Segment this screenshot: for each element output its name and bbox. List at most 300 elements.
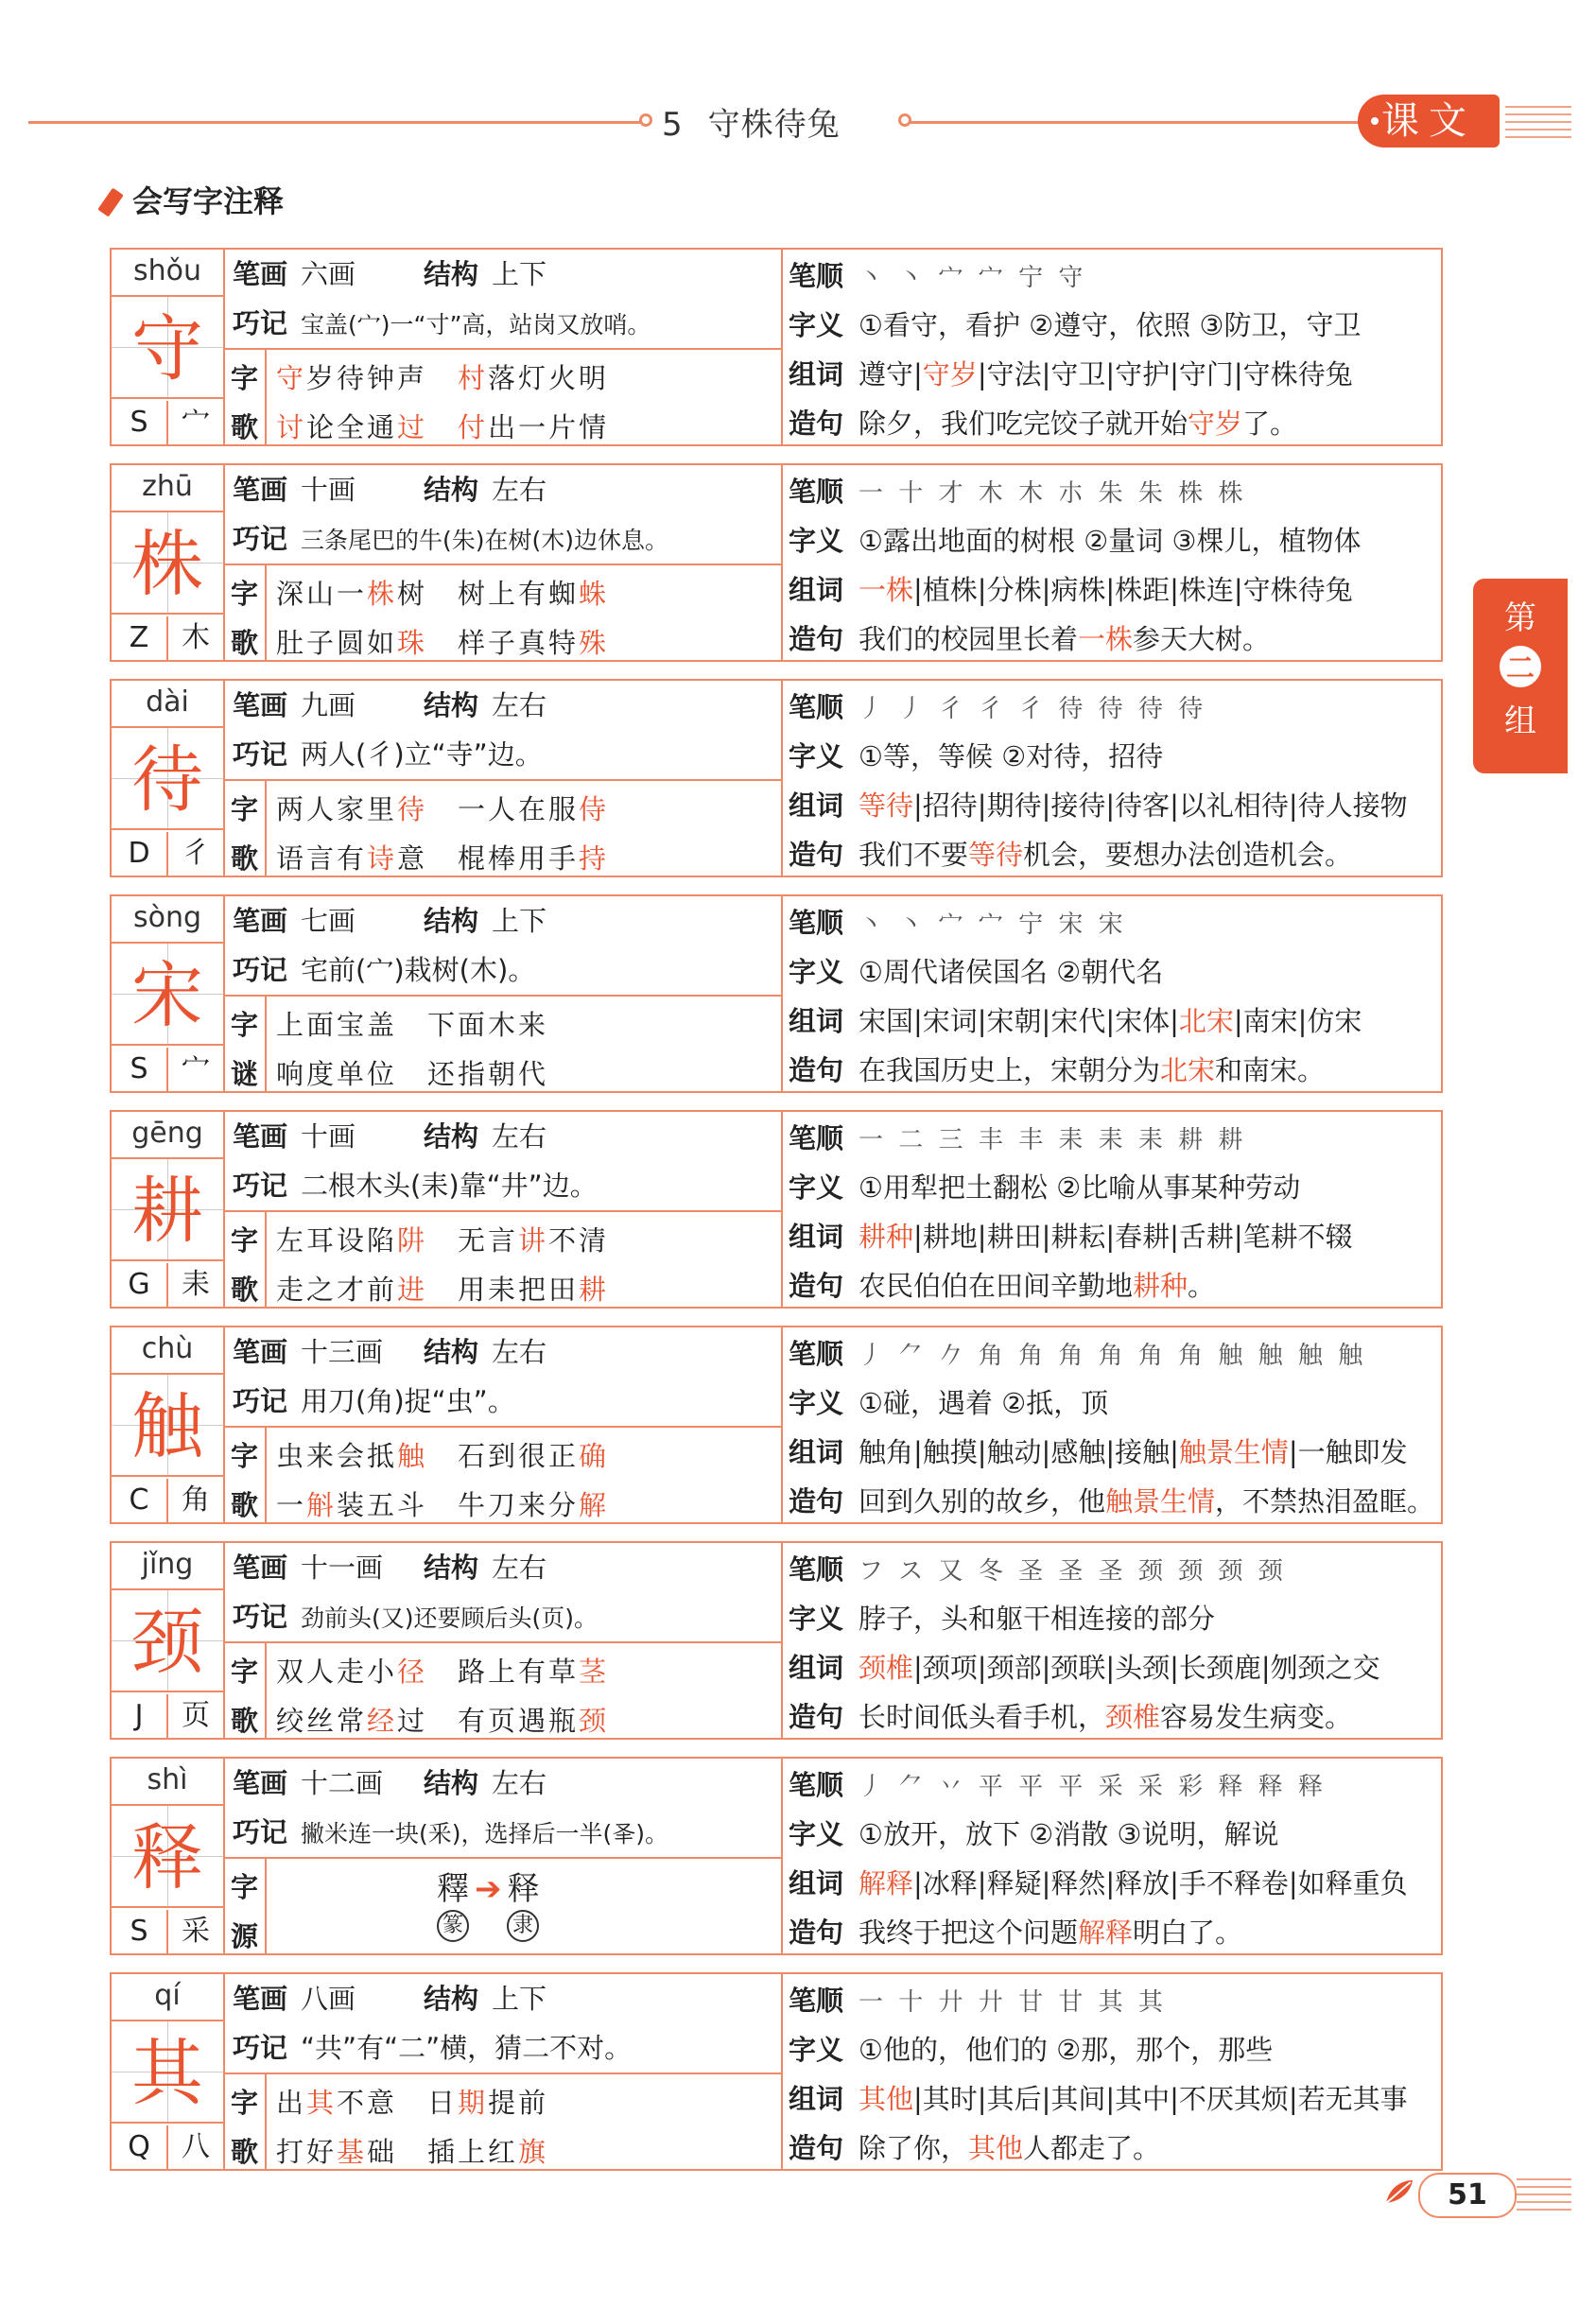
song-text: 径 [397,1656,428,1688]
label-type-b: 歌 [231,842,259,875]
song-text: 样子真特 [427,627,580,659]
index-letter: Z [112,616,168,660]
sentence-text: 我们不要 [859,839,969,871]
stroke-structure-row [223,1759,546,1808]
arrow-right-icon: ➔ [475,1870,502,1908]
song-text: 旗 [518,2136,549,2168]
label-type-a: 字 [231,793,259,825]
stroke-order-row [781,467,1441,516]
label-mnemonic: 巧记 [233,1816,288,1848]
stroke-count: 七画 [301,905,356,937]
label-type-b: 源 [231,1920,259,1952]
song-text: 经 [367,1705,398,1737]
header-dot-right [898,113,911,127]
song-text: 双人走小 [276,1656,398,1688]
song-text: 守 [276,362,307,394]
song-line-1 [276,789,609,827]
sentence-text: 我终于把这个问题 [859,1916,1079,1949]
pinyin: sòng [132,901,202,934]
label-structure: 结构 [424,474,479,506]
word-text: 等待 [859,789,914,822]
label-word-list: 组词 [789,574,844,606]
radical: 耒 [182,1268,210,1301]
song-text: 持 [579,842,610,875]
song-line-2 [276,1484,609,1523]
char-middle [223,681,783,876]
char-card [110,894,1443,1093]
song-text: 不意 日 [337,2087,459,2119]
song-labels [223,2073,267,2169]
song-text: 诗 [367,842,398,875]
mnemonic-row [223,1592,598,1641]
song-text: 岁待钟声 [306,362,428,394]
label-structure: 结构 [424,1552,479,1584]
label-stroke-order: 笔顺 [789,691,844,723]
origin-old-label: 篆 [437,1910,469,1942]
label-mnemonic: 巧记 [233,523,288,555]
radical: 角 [182,1483,210,1517]
header-dot-left [639,113,652,127]
radical: 彳 [182,837,210,870]
label-strokes: 笔画 [233,474,288,506]
mnemonic-row [223,1377,515,1426]
lesson-type-tag: 课文 [1358,95,1500,147]
origin-old: 釋 [437,1870,469,1908]
index-letter: J [112,1694,168,1738]
label-example-sentence: 造句 [789,1916,844,1949]
char-middle [223,1543,783,1738]
label-type-b: 歌 [231,627,259,659]
song-line-2 [276,407,609,445]
song-line-2 [276,1269,609,1308]
structure: 左右 [492,1120,547,1153]
pinyin: gēng [131,1117,203,1150]
stroke-count: 六画 [301,258,356,290]
song-text: 茎 [579,1656,610,1688]
song-text: 用耒把田 [427,1274,580,1306]
label-type-a: 字 [231,1009,259,1041]
char-card [110,1110,1443,1309]
char-card [110,679,1443,877]
song-text: 斛 [306,1489,338,1521]
radical: 页 [182,1699,210,1732]
label-strokes: 笔画 [233,689,288,721]
big-character: 宋 [112,942,223,1046]
song-line-1 [276,1220,609,1258]
label-structure: 结构 [424,905,479,937]
song-divider [223,348,781,350]
song-text: 出一片情 [488,411,610,443]
mnemonic: 宝盖(宀)一“寸”高，站岗又放哨。 [301,311,651,338]
song-text: 虫来会抵 [276,1440,398,1472]
song-text: 上面宝盖 下面木来 [276,1009,549,1041]
meaning: ①露出地面的树根 ②量词 ③棵儿，植物体 [859,525,1362,557]
char-details [781,1543,1441,1738]
stroke-order-row [781,683,1441,732]
char-middle [223,1759,783,1953]
pencil-icon [97,188,124,217]
char-middle [223,896,783,1091]
big-character: 待 [112,726,223,830]
char-middle [223,1327,783,1522]
word-text: 耕种 [859,1221,914,1253]
section-title [104,178,284,221]
song-text: 肚子圆如 [276,627,398,659]
structure: 左右 [492,1336,547,1368]
song-text: 出 [276,2087,307,2119]
structure: 上下 [492,1983,547,2015]
label-example-sentence: 造句 [789,623,844,655]
stroke-structure-row [223,250,546,299]
char-details [781,250,1441,444]
song-text: 装五斗 牛刀来分 [337,1489,580,1521]
char-info [112,1974,225,2169]
word-text: 其他 [859,2083,914,2115]
song-labels [223,564,267,660]
sentence-text: 触景生情 [1105,1485,1216,1518]
stroke-order: 丶 丶 宀 宀 宁 守 [859,264,1087,292]
label-example-sentence: 造句 [789,1054,844,1086]
label-mnemonic: 巧记 [233,1385,288,1417]
meaning-row [781,1594,1441,1643]
char-middle [223,1112,783,1307]
side-tab-number: 二 [1500,646,1541,687]
label-example-sentence: 造句 [789,839,844,871]
word-list-row [781,1428,1441,1477]
song-text: 左耳设陷 [276,1224,398,1257]
header-rule-left [28,121,643,124]
char-info [112,1112,225,1307]
section-title-text: 会写字注释 [132,183,285,219]
song-labels [223,348,267,444]
song-text: 其 [306,2087,338,2119]
song-text: 不清 [548,1224,610,1257]
label-mnemonic: 巧记 [233,2032,288,2064]
big-character: 其 [112,2020,223,2124]
char-info [112,1543,225,1738]
mnemonic-row [223,2023,632,2073]
song-text: 待 [397,793,428,825]
song-divider [223,1641,781,1643]
side-tab-top: 第 [1504,599,1536,637]
song-text: 讲 [518,1224,549,1257]
meaning-row [781,1810,1441,1859]
header-stripes [1505,106,1571,144]
sentence-text: 除夕，我们吃完饺子就开始 [859,408,1188,440]
pinyin: shǒu [132,254,201,287]
stroke-order-row [781,1976,1441,2025]
char-card [110,248,1443,446]
meaning-row [781,1163,1441,1212]
char-details [781,896,1441,1091]
lesson-title [662,98,841,145]
song-text: 株 [367,578,398,610]
stroke-order-row [781,1329,1441,1379]
origin-new: 释 [507,1870,540,1908]
pinyin: qí [154,1979,181,2012]
big-character: 触 [112,1373,223,1477]
char-details [781,1759,1441,1953]
sentence-text: 解释 [1078,1916,1134,1949]
char-middle [223,1974,783,2169]
origin-new-label: 隶 [507,1910,539,1942]
song-line-2 [276,622,609,661]
label-type-b: 歌 [231,2136,259,2168]
sentence-text: 参天大树。 [1133,623,1271,655]
meaning: 脖子，头和躯干相连接的部分 [859,1603,1216,1635]
song-labels [223,1857,267,1953]
label-strokes: 笔画 [233,905,288,937]
label-word-list: 组词 [789,1005,844,1037]
stroke-count: 九画 [301,689,356,721]
song-labels [223,1426,267,1522]
stroke-order-row [781,1545,1441,1594]
word-text: 颈椎 [859,1652,914,1684]
structure: 左右 [492,689,547,721]
song-labels [223,995,267,1091]
word-text: 守岁 [922,358,978,390]
big-character: 释 [112,1804,223,1908]
page-number: 51 [1418,2173,1517,2218]
meaning-row [781,732,1441,781]
index-letter: G [112,1263,168,1307]
song-line-2 [276,2131,548,2170]
mnemonic-row [223,514,668,564]
song-text: 打好 [276,2136,338,2168]
unit-side-tab[interactable] [1473,579,1568,773]
word-text: |颈项|颈部|颈联|头颈|长颈鹿|刎颈之交 [913,1652,1380,1684]
song-divider [223,1210,781,1212]
structure: 上下 [492,905,547,937]
song-text: 解 [579,1489,610,1521]
pinyin: jǐng [141,1548,194,1581]
sentence-text: 一株 [1078,623,1134,655]
origin-forms [437,1863,540,1909]
example-sentence-row [781,1261,1441,1310]
pinyin: chù [141,1332,194,1365]
big-character: 守 [112,295,223,399]
example-sentence-row [781,1477,1441,1526]
meaning: ①放开，放下 ②消散 ③说明，解说 [859,1818,1279,1850]
label-strokes: 笔画 [233,1983,288,2015]
lesson-title-text: 守株待兔 [707,106,841,144]
char-details [781,465,1441,660]
song-text: 付 [427,411,489,443]
word-text: |招待|期待|接待|待客|以礼相待|待人接物 [913,789,1408,822]
meaning-row [781,1379,1441,1428]
sentence-text: 在我国历史上，宋朝分为 [859,1054,1161,1086]
song-line-1 [276,1435,609,1474]
song-text: 树 树上有蜘 [397,578,580,610]
stroke-order-row [781,1114,1441,1163]
label-structure: 结构 [424,258,479,290]
song-labels [223,779,267,876]
song-text: 讨 [276,411,307,443]
song-text: 石到很正 [427,1440,580,1472]
char-middle [223,465,783,660]
example-sentence-row [781,1908,1441,1957]
stroke-structure-row [223,896,546,945]
label-word-list: 组词 [789,2083,844,2115]
stroke-structure-row [223,1974,546,2023]
mnemonic-row [223,1808,668,1857]
song-text: 过 [397,411,428,443]
pinyin: shì [147,1763,188,1796]
label-meaning: 字义 [789,2034,844,2066]
song-labels [223,1641,267,1738]
song-text: 论全通 [306,411,398,443]
example-sentence-row [781,615,1441,664]
word-text: 触角|触摸|触动|感触|接触| [859,1436,1179,1468]
label-meaning: 字义 [789,1387,844,1419]
char-details [781,681,1441,876]
song-text: 进 [397,1274,428,1306]
word-list-row [781,565,1441,615]
label-meaning: 字义 [789,740,844,772]
song-text: 两人家里 [276,793,398,825]
word-text: 北宋 [1178,1005,1234,1037]
sentence-text: 机会，要想办法创造机会。 [1023,839,1353,871]
mnemonic: 两人(彳)立“寺”边。 [301,738,543,771]
song-text: 阱 [397,1224,428,1257]
word-list-row [781,1643,1441,1692]
stroke-count: 十三画 [301,1336,384,1368]
meaning-row [781,301,1441,350]
song-divider [223,2073,781,2074]
label-mnemonic: 巧记 [233,954,288,986]
sentence-text: 颈椎 [1105,1701,1161,1733]
big-character: 株 [112,511,223,615]
radical: 采 [182,1915,210,1948]
song-line-1 [276,357,609,396]
song-line-2 [276,1053,548,1092]
meaning: ①看守，看护 ②遵守，依照 ③防卫，守卫 [859,309,1362,341]
label-structure: 结构 [424,1120,479,1153]
meaning-row [781,2025,1441,2074]
stroke-order: 丶 丶 宀 宀 宁 宋 宋 [859,911,1127,939]
index-letter: S [112,401,168,444]
song-text: 意 棍棒用手 [397,842,580,875]
sentence-text: 除了你， [859,2132,969,2164]
song-text: 触 [397,1440,428,1472]
sentence-text: 耕种 [1133,1270,1188,1302]
example-sentence-row [781,1046,1441,1095]
label-type-a: 字 [231,1224,259,1257]
label-type-b: 歌 [231,1489,259,1521]
stroke-order: 一 十 才 木 木 朩 朱 朱 株 株 [859,479,1247,508]
mnemonic: 二根木头(耒)靠“井”边。 [301,1170,598,1202]
label-example-sentence: 造句 [789,1485,844,1518]
stroke-count: 十一画 [301,1552,384,1584]
meaning: ①碰，遇着 ②抵，顶 [859,1387,1109,1419]
stroke-count: 十画 [301,474,356,506]
char-info [112,896,225,1091]
song-divider [223,995,781,997]
song-text: 深山一 [276,578,368,610]
label-meaning: 字义 [789,1171,844,1204]
index-letter: S [112,1048,168,1091]
label-stroke-order: 笔顺 [789,260,844,292]
word-text: |植株|分株|病株|株距|株连|守株待兔 [913,574,1353,606]
radical: 木 [182,621,210,654]
lesson-number: 5 [662,106,684,144]
big-character: 颈 [112,1588,223,1692]
label-meaning: 字义 [789,525,844,557]
song-text: 颈 [579,1705,610,1737]
mnemonic-row [223,1161,598,1210]
sentence-text: 容易发生病变。 [1160,1701,1353,1733]
char-card [110,1757,1443,1955]
label-example-sentence: 造句 [789,1270,844,1302]
side-tab-bottom: 组 [1504,702,1536,740]
song-text: 一人在服 [427,793,580,825]
label-type-a: 字 [231,578,259,610]
stroke-structure-row [223,1327,546,1377]
sentence-text: 。 [1188,1270,1216,1302]
sentence-text: 明白了。 [1133,1916,1243,1949]
song-text: 一 [276,1489,307,1521]
song-text: 基 [337,2136,368,2168]
sentence-text: 和南宋。 [1215,1054,1326,1086]
label-type-a: 字 [231,1871,259,1903]
sentence-text: 等待 [968,839,1024,871]
song-line-1 [276,1651,609,1690]
label-mnemonic: 巧记 [233,1170,288,1202]
song-line-2 [276,838,609,876]
origin-labels [437,1910,539,1942]
label-type-b: 歌 [231,1705,259,1737]
sentence-text: 守岁 [1188,408,1243,440]
sentence-text: 长时间低头看手机， [859,1701,1106,1733]
sentence-text: 了。 [1242,408,1298,440]
label-structure: 结构 [424,689,479,721]
char-details [781,1974,1441,2169]
label-word-list: 组词 [789,1221,844,1253]
sentence-text: 北宋 [1160,1054,1216,1086]
label-example-sentence: 造句 [789,2132,844,2164]
mnemonic-row [223,730,543,779]
char-card [110,1326,1443,1524]
stroke-order: 一 十 廾 廾 甘 甘 其 其 [859,1988,1167,2017]
label-type-a: 字 [231,1656,259,1688]
word-text: 遵守| [859,358,923,390]
label-structure: 结构 [424,1767,479,1799]
stroke-structure-row [223,681,546,730]
word-list-row [781,1212,1441,1261]
song-text: 路上有草 [427,1656,580,1688]
header-rule-right [910,121,1360,124]
mnemonic: 用刀(角)捉“虫”。 [301,1385,515,1417]
mnemonic: 三条尾巴的牛(朱)在树(木)边休息。 [301,527,669,554]
song-text: 响度单位 还指朝代 [276,1058,549,1090]
label-word-list: 组词 [789,1436,844,1468]
word-text: |一触即发 [1288,1436,1408,1468]
label-meaning: 字义 [789,956,844,988]
stroke-order: 丿 ⺈ 丷 平 平 平 采 采 彩 释 释 释 [859,1773,1327,1801]
song-text: 耕 [579,1274,610,1306]
song-line-1 [276,573,609,612]
word-text: |耕地|耕田|耕耘|春耕|舌耕|笔耕不辍 [913,1221,1353,1253]
mnemonic-row [223,299,651,348]
stroke-order-row [781,1760,1441,1810]
label-strokes: 笔画 [233,1336,288,1368]
label-stroke-order: 笔顺 [789,1985,844,2017]
sentence-text: 人都走了。 [1023,2132,1161,2164]
label-meaning: 字义 [789,1818,844,1850]
song-text: 珠 [397,627,428,659]
song-divider [223,1426,781,1428]
label-structure: 结构 [424,1336,479,1368]
